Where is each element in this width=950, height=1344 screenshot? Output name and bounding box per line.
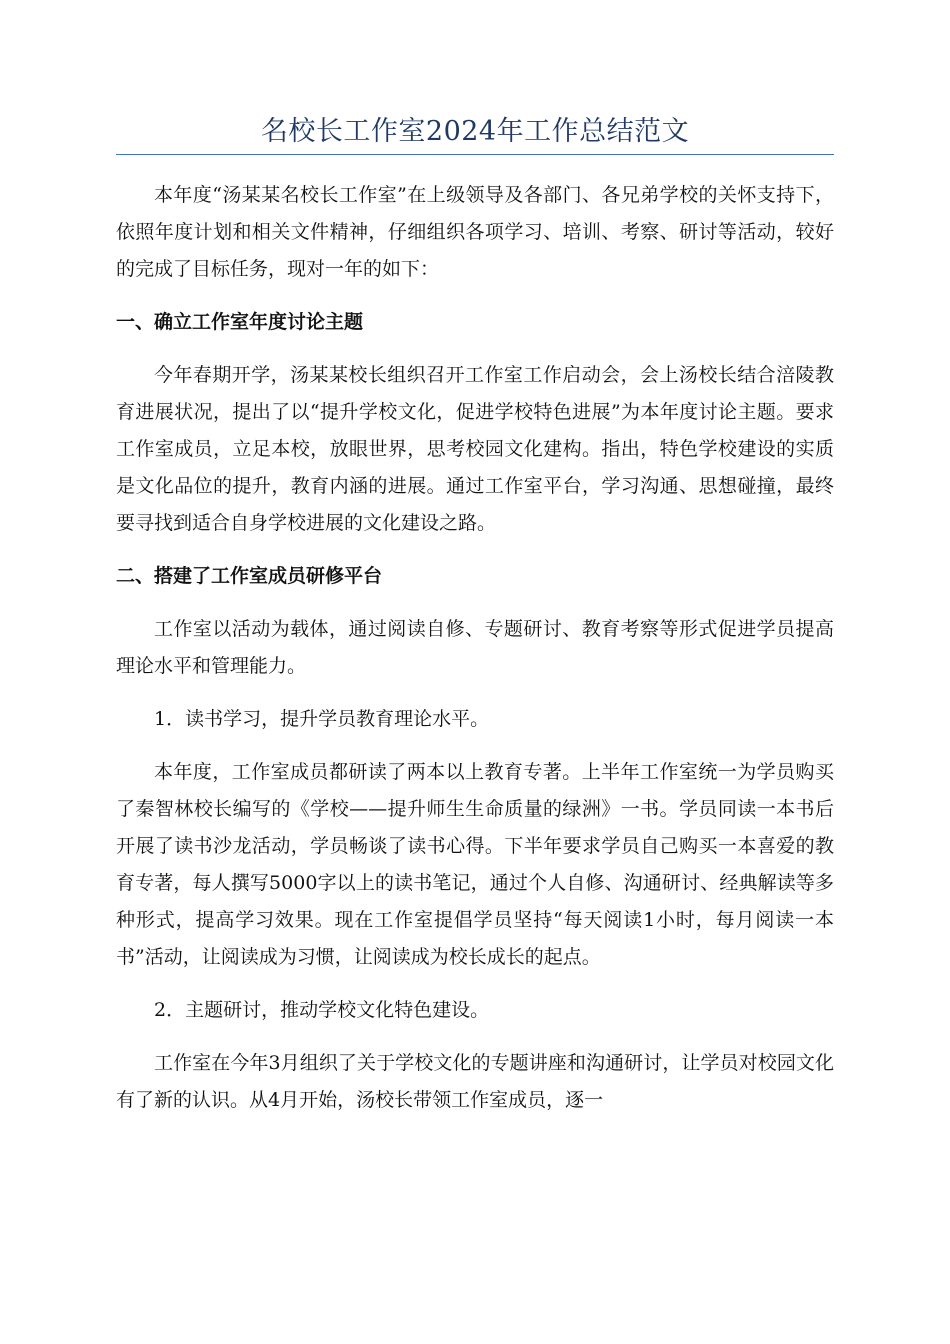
section-2-paragraph: 工作室以活动为载体，通过阅读自修、专题研讨、教育考察等形式促进学员提高理论水平和管理能力。 [116,618,834,677]
intro-paragraph: 本年度“汤某某名校长工作室”在上级领导及各部门、各兄弟学校的关怀支持下，依照年度计划和相关文件精神，仔细组织各项学习、培训、考察、研讨等活动，较好的完成了目标任务，现对一年的如下： [116,184,834,280]
document-content [116,112,834,1119]
spacer [116,1029,834,1045]
section-1-paragraph: 今年春期开学，汤某某校长组织召开工作室工作启动会，会上汤校长结合涪陵教育进展状况，提出了以“提升学校文化，促进学校特色进展”为本年度讨论主题。要求工作室成员，立足本校，放眼世界，思考校园文化建构。指出，特色学校建设的实质是文化品位的提升，教育内涵的进展。通过工作室平台，学习沟通、思想碰撞，最终要寻找到适合自身学校进展的文化建设之路。 [116,364,834,534]
item-2-title: 2．主题研讨，推动学校文化特色建设。 [154,999,490,1021]
spacer [116,595,834,611]
section-2-heading: 二、搭建了工作室成员研修平台 [116,565,383,587]
section-1-heading: 一、确立工作室年度讨论主题 [116,311,364,333]
item-2-paragraph: 工作室在今年3月组织了关于学校文化的专题讲座和沟通研讨，让学员对校园文化有了新的认识。从4月开始，汤校长带领工作室成员，逐一 [116,1052,834,1111]
spacer [116,288,834,304]
item-1-paragraph: 本年度，工作室成员都研读了两本以上教育专著。上半年工作室统一为学员购买了秦智林校长编写的《学校——提升师生生命质量的绿洲》一书。学员同读一本书后开展了读书沙龙活动，学员畅谈了读书心得。下半年要求学员自己购买一本喜爱的教育专著，每人撰写5000字以上的读书笔记，通过个人自修、沟通研讨、经典解读等多种形式，提高学习效果。现在工作室提倡学员坚持“每天阅读1小时，每月阅读一本书”活动，让阅读成为习惯，让阅读成为校长成长的起点。 [116,761,834,968]
spacer [116,542,834,558]
spacer [116,738,834,754]
spacer [116,155,834,177]
document-title: 名校长工作室2024年工作总结范文 [116,112,834,155]
spacer [116,976,834,992]
item-1-title: 1．读书学习，提升学员教育理论水平。 [154,708,490,730]
spacer [116,685,834,701]
spacer [116,341,834,357]
